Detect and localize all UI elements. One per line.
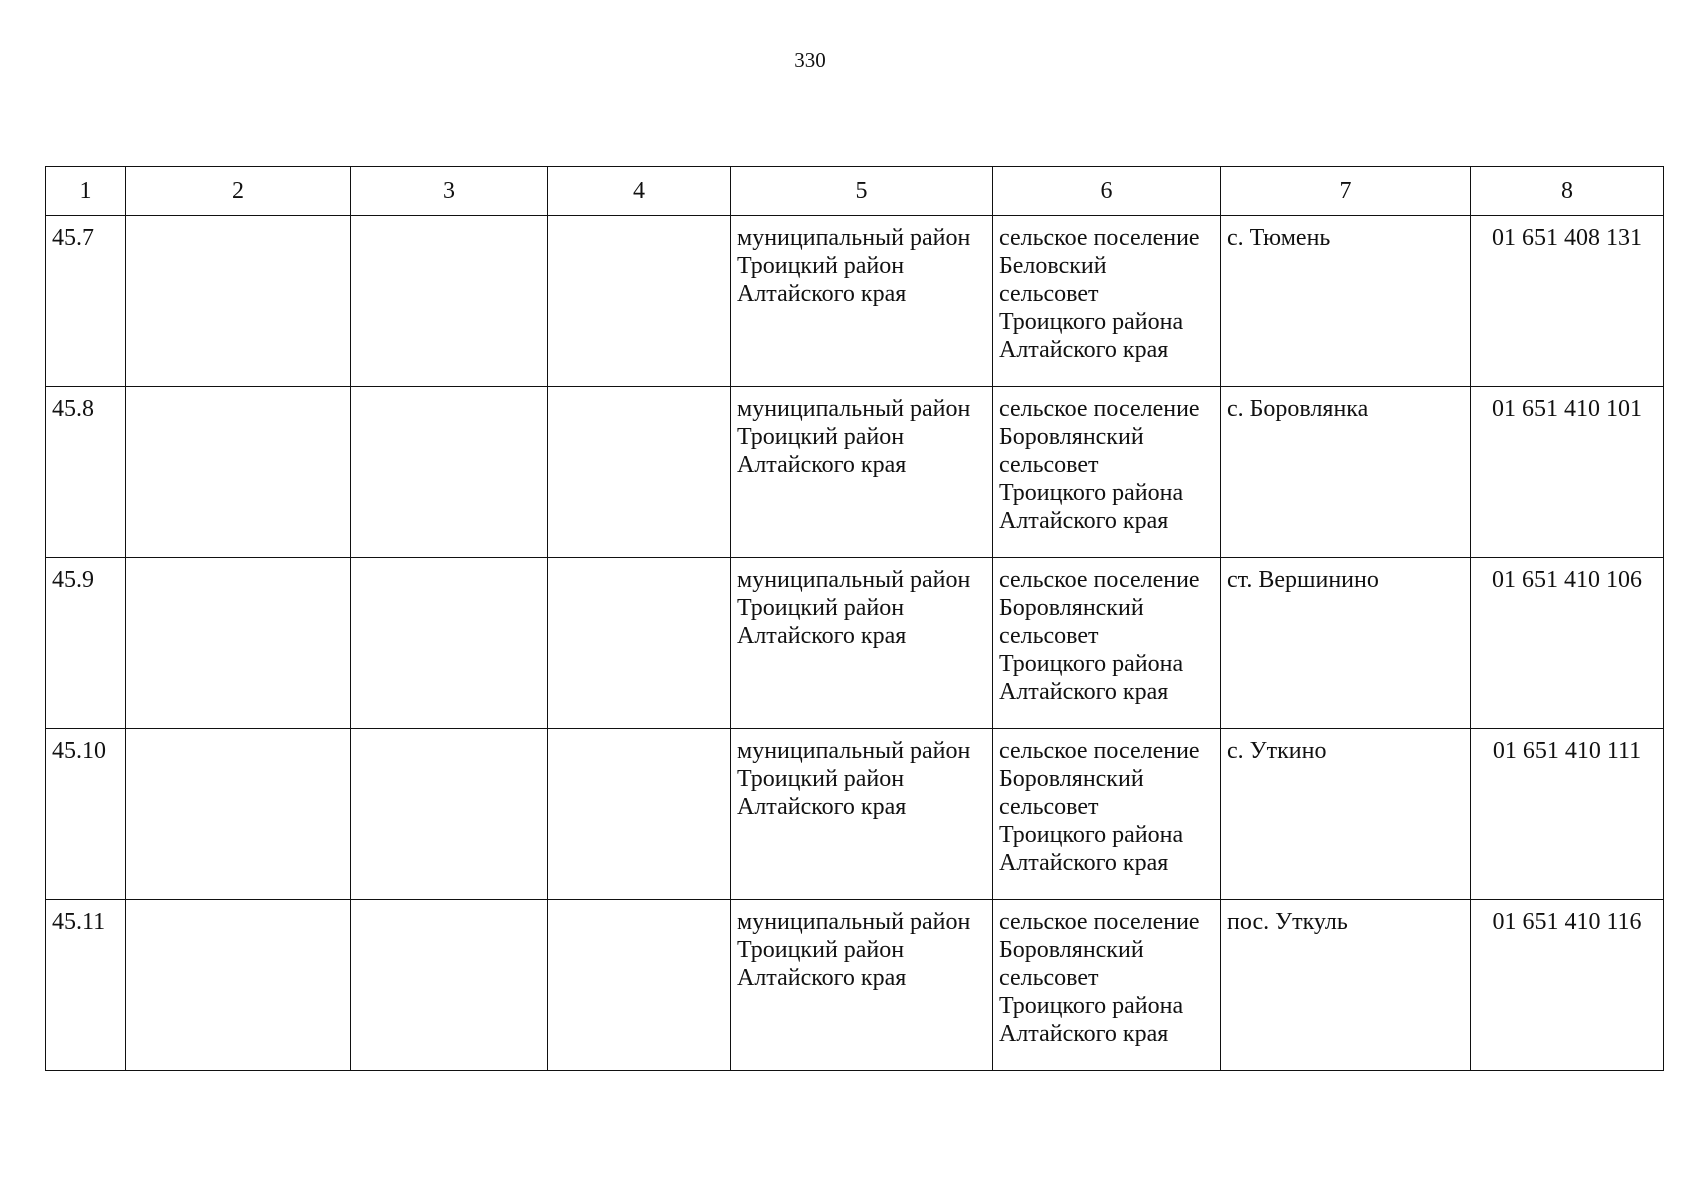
cell-col-3 [351,729,548,900]
column-header-4: 4 [548,167,731,216]
cell-line: Алтайского края [737,794,907,820]
table-header [46,167,1664,216]
cell-locality: ст. Вершинино [1221,558,1471,729]
cell-line: Алтайского края [999,337,1169,363]
cell-line: сельское поселение [999,396,1200,422]
cell-code: 01 651 410 111 [1471,729,1664,900]
cell-col-2 [126,558,351,729]
cell-code: 01 651 410 116 [1471,900,1664,1071]
cell-line: муниципальный район [737,225,971,251]
cell-line: Боровлянский [999,595,1144,621]
cell-number: 45.8 [46,387,126,558]
table-row [46,387,1664,558]
cell-code: 01 651 410 106 [1471,558,1664,729]
cell-code: 01 651 408 131 [1471,216,1664,387]
cell-locality: пос. Уткуль [1221,900,1471,1071]
cell-number: 45.10 [46,729,126,900]
header-row [46,167,1664,216]
cell-line: Беловский [999,253,1107,279]
cell-col-3 [351,558,548,729]
cell-line: Троицкий район [737,766,905,792]
cell-line: Троицкого района [999,651,1184,677]
cell-line: сельсовет [999,965,1099,991]
cell-municipal-district [731,216,993,387]
cell-number: 45.9 [46,558,126,729]
table-body [46,216,1664,1071]
column-header-7: 7 [1221,167,1471,216]
cell-col-2 [126,900,351,1071]
cell-col-2 [126,387,351,558]
column-header-3: 3 [351,167,548,216]
cell-line: сельсовет [999,794,1099,820]
cell-line: Троицкий район [737,424,905,450]
cell-line: Троицкого района [999,822,1184,848]
cell-line: Алтайского края [737,965,907,991]
cell-line: Троицкий район [737,937,905,963]
cell-line: сельское поселение [999,909,1200,935]
table-row [46,729,1664,900]
cell-number: 45.7 [46,216,126,387]
cell-line: сельсовет [999,452,1099,478]
page-number: 330 [794,48,826,72]
cell-col-3 [351,216,548,387]
cell-col-2 [126,216,351,387]
cell-municipal-district [731,900,993,1071]
cell-municipal-district [731,729,993,900]
cell-line: сельсовет [999,281,1099,307]
table-row [46,900,1664,1071]
cell-number: 45.11 [46,900,126,1071]
cell-line: муниципальный район [737,396,971,422]
cell-col-3 [351,387,548,558]
cell-settlement [993,558,1221,729]
column-header-1: 1 [46,167,126,216]
cell-line: сельское поселение [999,738,1200,764]
cell-line: сельское поселение [999,225,1200,251]
cell-line: муниципальный район [737,567,971,593]
cell-code: 01 651 410 101 [1471,387,1664,558]
cell-line: муниципальный район [737,909,971,935]
cell-col-4 [548,729,731,900]
cell-line: Алтайского края [737,452,907,478]
cell-line: Троицкого района [999,480,1184,506]
cell-municipal-district [731,387,993,558]
cell-locality: с. Тюмень [1221,216,1471,387]
cell-line: Алтайского края [999,1021,1169,1047]
cell-col-2 [126,729,351,900]
cell-municipal-district [731,558,993,729]
table-row [46,216,1664,387]
registry-table [45,166,1664,1071]
cell-line: Алтайского края [999,850,1169,876]
cell-line: сельсовет [999,623,1099,649]
cell-line: Троицкий район [737,595,905,621]
cell-line: Алтайского края [737,623,907,649]
column-header-6: 6 [993,167,1221,216]
cell-line: муниципальный район [737,738,971,764]
cell-line: сельское поселение [999,567,1200,593]
column-header-2: 2 [126,167,351,216]
cell-line: Алтайского края [999,679,1169,705]
cell-col-4 [548,387,731,558]
cell-settlement [993,900,1221,1071]
cell-locality: с. Уткино [1221,729,1471,900]
column-header-5: 5 [731,167,993,216]
column-header-8: 8 [1471,167,1664,216]
table-row [46,558,1664,729]
cell-col-4 [548,558,731,729]
cell-line: Алтайского края [737,281,907,307]
cell-settlement [993,387,1221,558]
cell-line: Боровлянский [999,766,1144,792]
cell-line: Троицкого района [999,993,1184,1019]
cell-line: Алтайского края [999,508,1169,534]
cell-line: Троицкого района [999,309,1184,335]
cell-col-3 [351,900,548,1071]
cell-line: Боровлянский [999,424,1144,450]
cell-col-4 [548,900,731,1071]
cell-line: Боровлянский [999,937,1144,963]
cell-line: Троицкий район [737,253,905,279]
cell-locality: с. Боровлянка [1221,387,1471,558]
cell-settlement [993,729,1221,900]
cell-settlement [993,216,1221,387]
cell-col-4 [548,216,731,387]
